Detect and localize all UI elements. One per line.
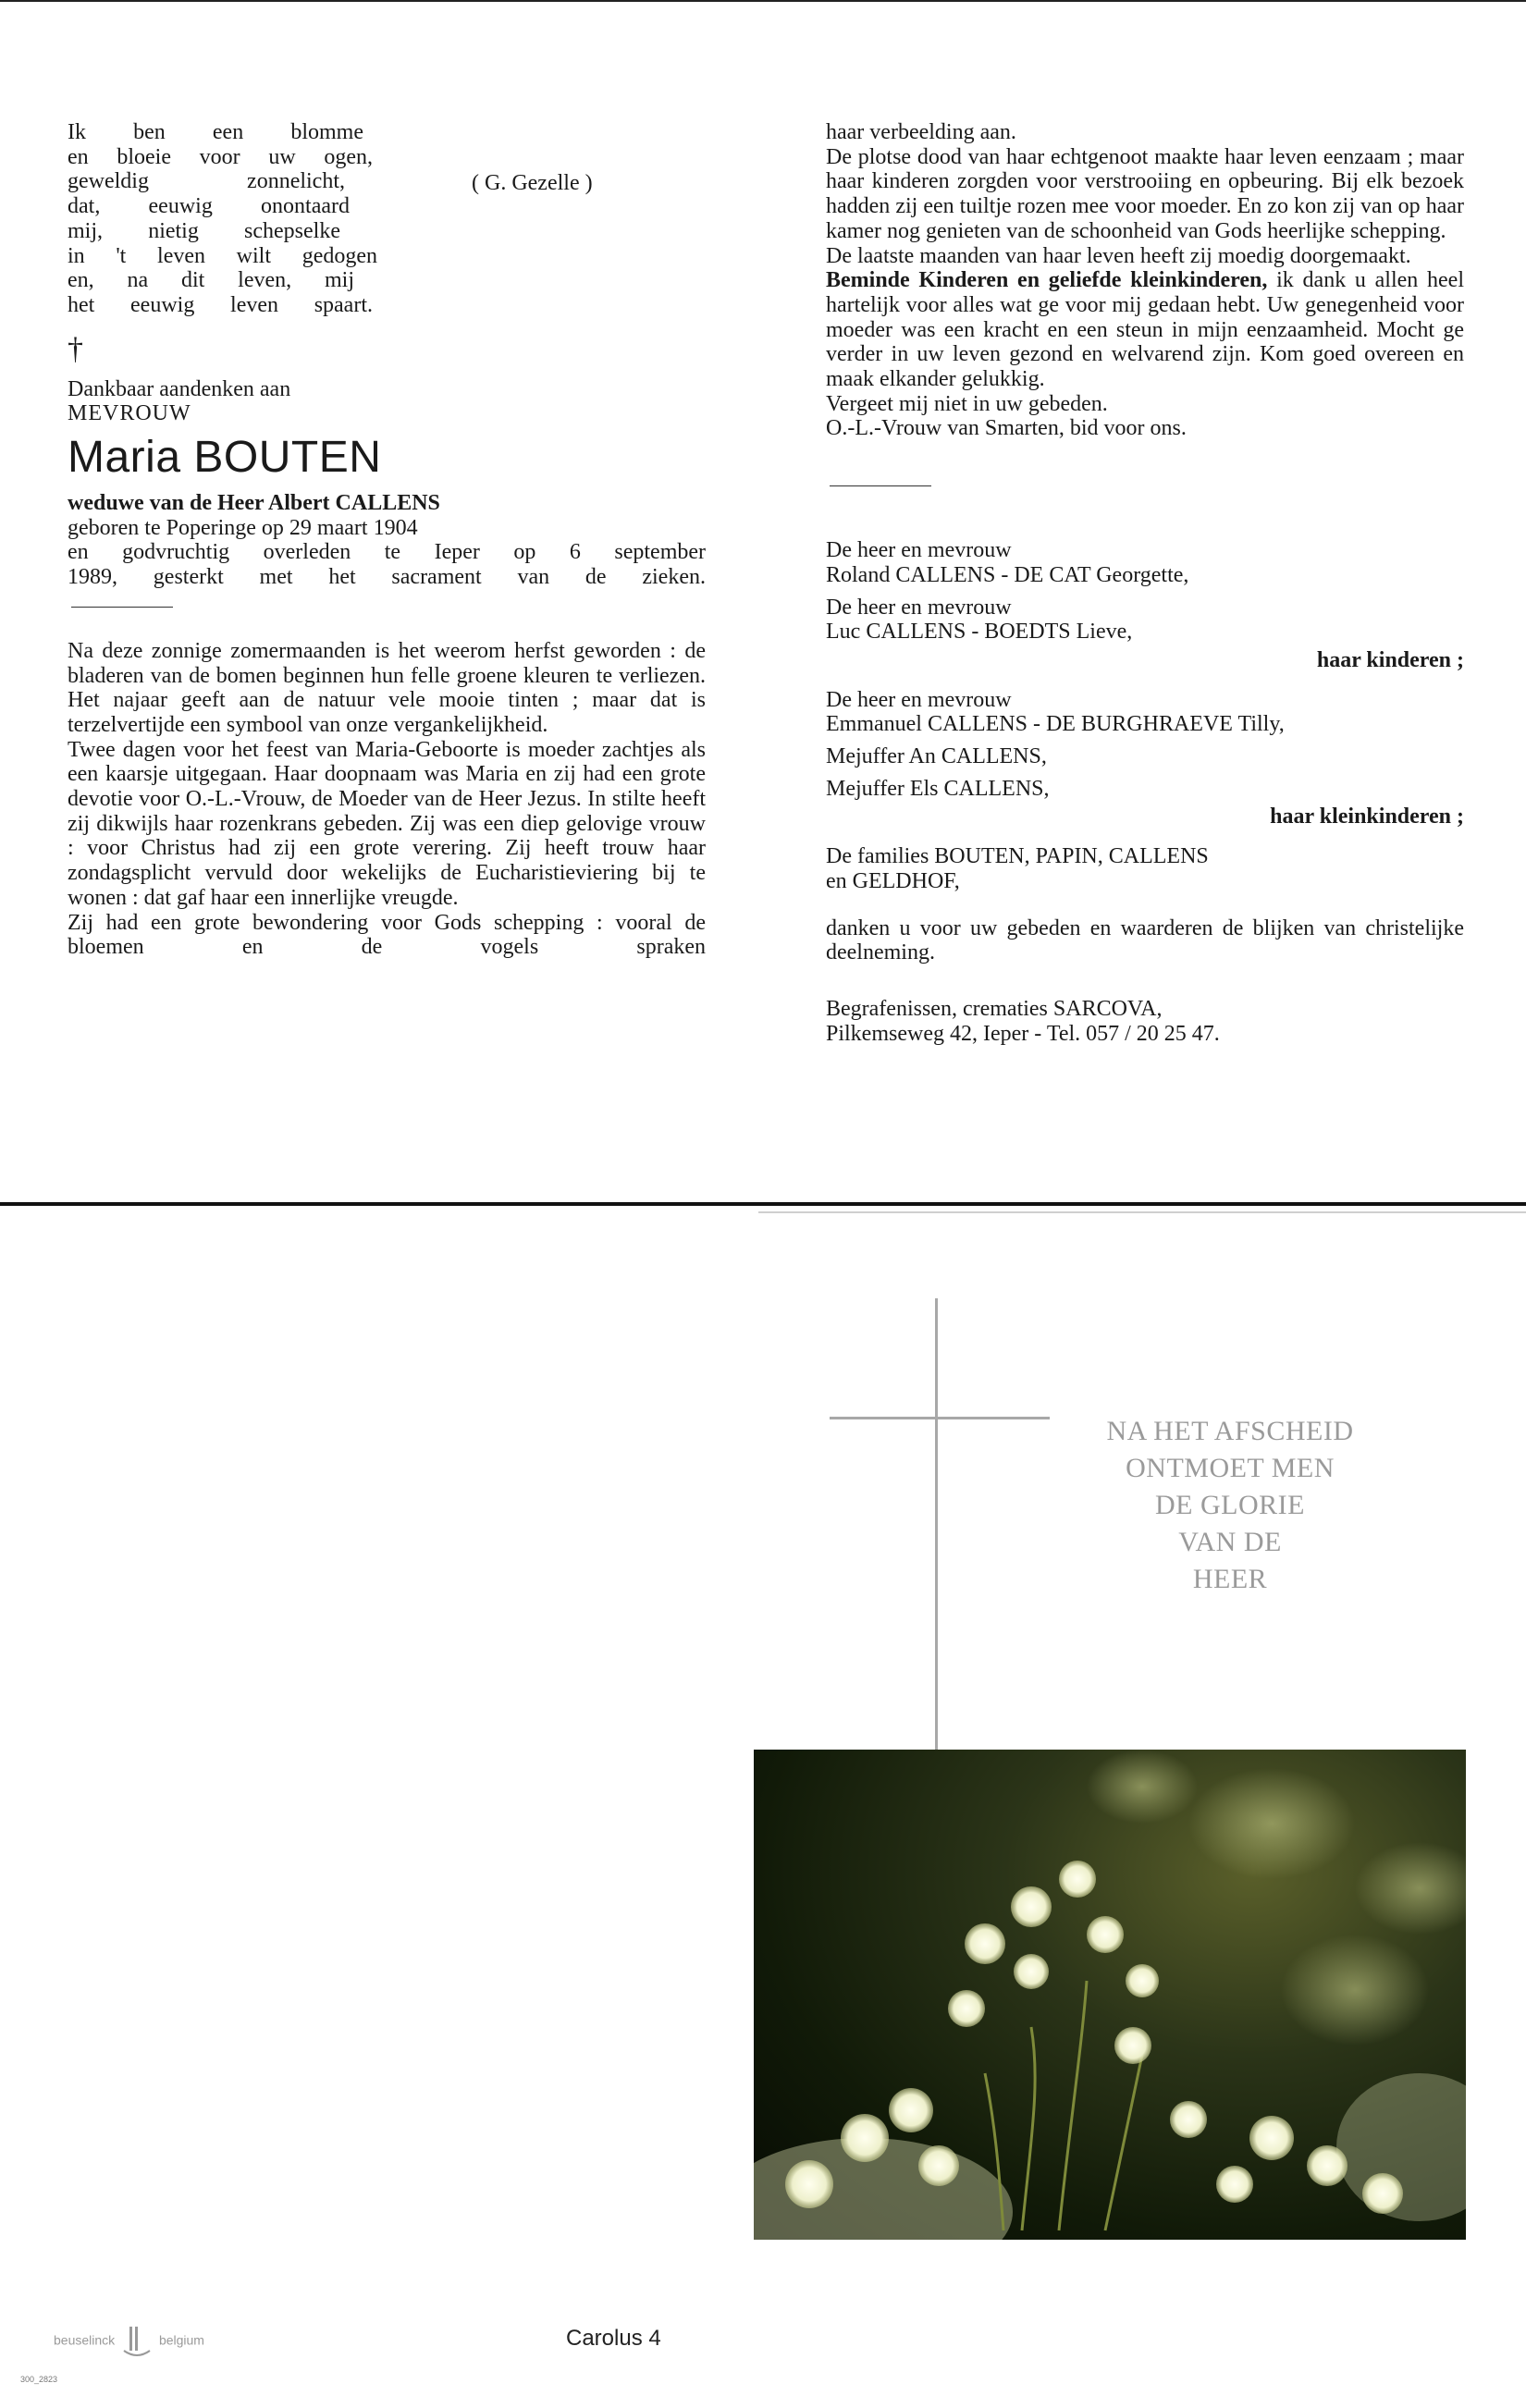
verse-line: ONTMOET MEN xyxy=(1126,1453,1335,1483)
verse-line: DE GLORIE xyxy=(1155,1490,1305,1520)
poem-line: het eeuwig leven spaart. xyxy=(68,292,373,317)
sacrament-line: 1989, gesterkt met het sacrament van de zieken. xyxy=(68,565,706,590)
poem-line: en bloeie voor uw ogen, xyxy=(68,144,373,169)
child-name: Luc CALLENS - BOEDTS Lieve, xyxy=(826,620,1133,645)
white-flowers-photo xyxy=(754,1750,1466,2240)
logo-text: beuselinck xyxy=(54,2332,116,2348)
body-paragraph: Vergeet mij niet in uw gebeden. xyxy=(826,391,1108,416)
poem-line: dat, eeuwig onontaard xyxy=(68,194,350,219)
left-column xyxy=(68,120,706,960)
verse-line: NA HET AFSCHEID xyxy=(1106,1416,1354,1446)
funeral-home-line: Begrafenissen, crematies SARCOVA, xyxy=(826,996,1163,1021)
body-paragraph: Zij had een grote bewondering voor Gods schepping : vooral de bloemen en de vogels spraken xyxy=(68,910,706,960)
logo-mark-icon xyxy=(118,2323,155,2360)
poem-line: mij, nietig schepselke xyxy=(68,218,340,243)
poem-author: ( G. Gezelle ) xyxy=(472,171,593,195)
body-paragraph xyxy=(826,268,1464,392)
families-line: en GELDHOF, xyxy=(826,868,960,893)
card-top-edge xyxy=(0,0,1526,2)
families-line: De families BOUTEN, PAPIN, CALLENS xyxy=(826,844,1209,869)
child-intro: De heer en mevrouw xyxy=(826,595,1012,620)
death-line: en godvruchtig overleden te Ieper op 6 september xyxy=(68,540,706,565)
thanks-line: danken u voor uw gebeden en waarderen de blijken van christelijke deelneming. xyxy=(826,915,1464,965)
series-label: Carolus 4 xyxy=(566,2326,661,2351)
body-paragraph: De plotse dood van haar echtgenoot maakte haar leven eenzaam ; maar haar kinderen zorgden voor verstrooiing en opbeuring. Bij elk bezoek hadden zij een tuiltje rozen mee voor moeder. En zo kon zij van op haar kamer nog genieten van de schoonheid van Gods heerlijke schepping. xyxy=(826,144,1464,243)
cover-verse xyxy=(1091,1413,1369,1598)
child-name: Roland CALLENS - DE CAT Georgette, xyxy=(826,562,1189,587)
funeral-home-address: Pilkemseweg 42, Ieper - Tel. 057 / 20 25 47. xyxy=(826,1021,1220,1046)
divider xyxy=(71,607,173,608)
footer-code: 300_2823 xyxy=(20,2375,58,2384)
grandchild-intro: De heer en mevrouw xyxy=(826,687,1012,712)
cross-icon xyxy=(935,1298,938,1750)
poem xyxy=(68,120,706,318)
grandchild-name: Mejuffer An CALLENS, xyxy=(826,744,1047,769)
divider xyxy=(830,485,931,486)
publisher-logo xyxy=(54,2323,220,2360)
verse-line: VAN DE xyxy=(1178,1527,1282,1557)
child-intro: De heer en mevrouw xyxy=(826,538,1012,563)
title-text: MEVROUW xyxy=(68,401,191,426)
body-paragraph: Na deze zonnige zomermaanden is het weerom herfst geworden : de bladeren van de bomen beginnen hun felle groene kleuren te verliezen. Het najaar geeft aan de natuur vele mooie tinten ; maar dat is terzelvertijde een symbool van onze vergankelijkheid. xyxy=(68,638,706,737)
verse-line: HEER xyxy=(1192,1564,1268,1594)
poem-line: en, na dit leven, mij xyxy=(68,268,354,293)
right-column xyxy=(826,120,1464,1046)
grandchild-name: Mejuffer Els CALLENS, xyxy=(826,776,1050,801)
body-continuation: haar verbeelding aan. xyxy=(826,120,1016,144)
poem-line: geweldig zonnelicht, xyxy=(68,169,345,194)
cross-bar xyxy=(830,1417,1050,1419)
intro-text: Dankbaar aandenken aan xyxy=(68,376,291,401)
body-paragraph: Twee dagen voor het feest van Maria-Geboorte is moeder zachtjes als een kaarsje uitgegaan. Haar doopnaam was Maria en zij had een grote devotie voor O.-L.-Vrouw, de Moeder van de Heer Jezus. In stilte heeft zij dikwijls haar rozenkrans gebeden. Zij was een diep gelovige vrouw : voor Christus had zij een grote verering. Zij heeft trouw haar zondagsplicht vervuld door wekelijks de Eucharistieviering bij te wonen : dat gaf haar een innerlijke vreugde. xyxy=(68,737,706,910)
deceased-name: Maria BOUTEN xyxy=(68,433,382,483)
poem-line: in 't leven wilt gedogen xyxy=(68,243,377,268)
grandchildren-label: haar kleinkinderen ; xyxy=(1270,805,1464,829)
poem-line: Ik ben een blomme xyxy=(68,120,363,144)
fold-line xyxy=(758,1211,1526,1213)
body-paragraph: De laatste maanden van haar leven heeft zij moedig doorgemaakt. xyxy=(826,243,1411,268)
address-children: Beminde Kinderen en geliefde kleinkinderen, xyxy=(826,268,1268,293)
children-label: haar kinderen ; xyxy=(1316,647,1464,672)
birth-line: geboren te Poperinge op 29 maart 1904 xyxy=(68,515,418,540)
logo-text: belgium xyxy=(158,2332,204,2348)
prayer-line: O.-L.-Vrouw van Smarten, bid voor ons. xyxy=(826,416,1187,441)
thanks-text: ik dank u allen heel hartelijk voor alles wat ge voor mij gedaan hebt. Uw genegenheid voor moeder was een kracht en een steun in mijn eenzaamheid. Mocht ge verder in uw leven gezond en welvarend zijn. Kom goed overeen en maak elkander gelukkig. xyxy=(826,268,1465,392)
grandchild-name: Emmanuel CALLENS - DE BURGHRAEVE Tilly, xyxy=(826,712,1285,737)
cross-icon: † xyxy=(68,331,83,366)
spouse-text: weduwe van de Heer Albert CALLENS xyxy=(68,491,440,516)
